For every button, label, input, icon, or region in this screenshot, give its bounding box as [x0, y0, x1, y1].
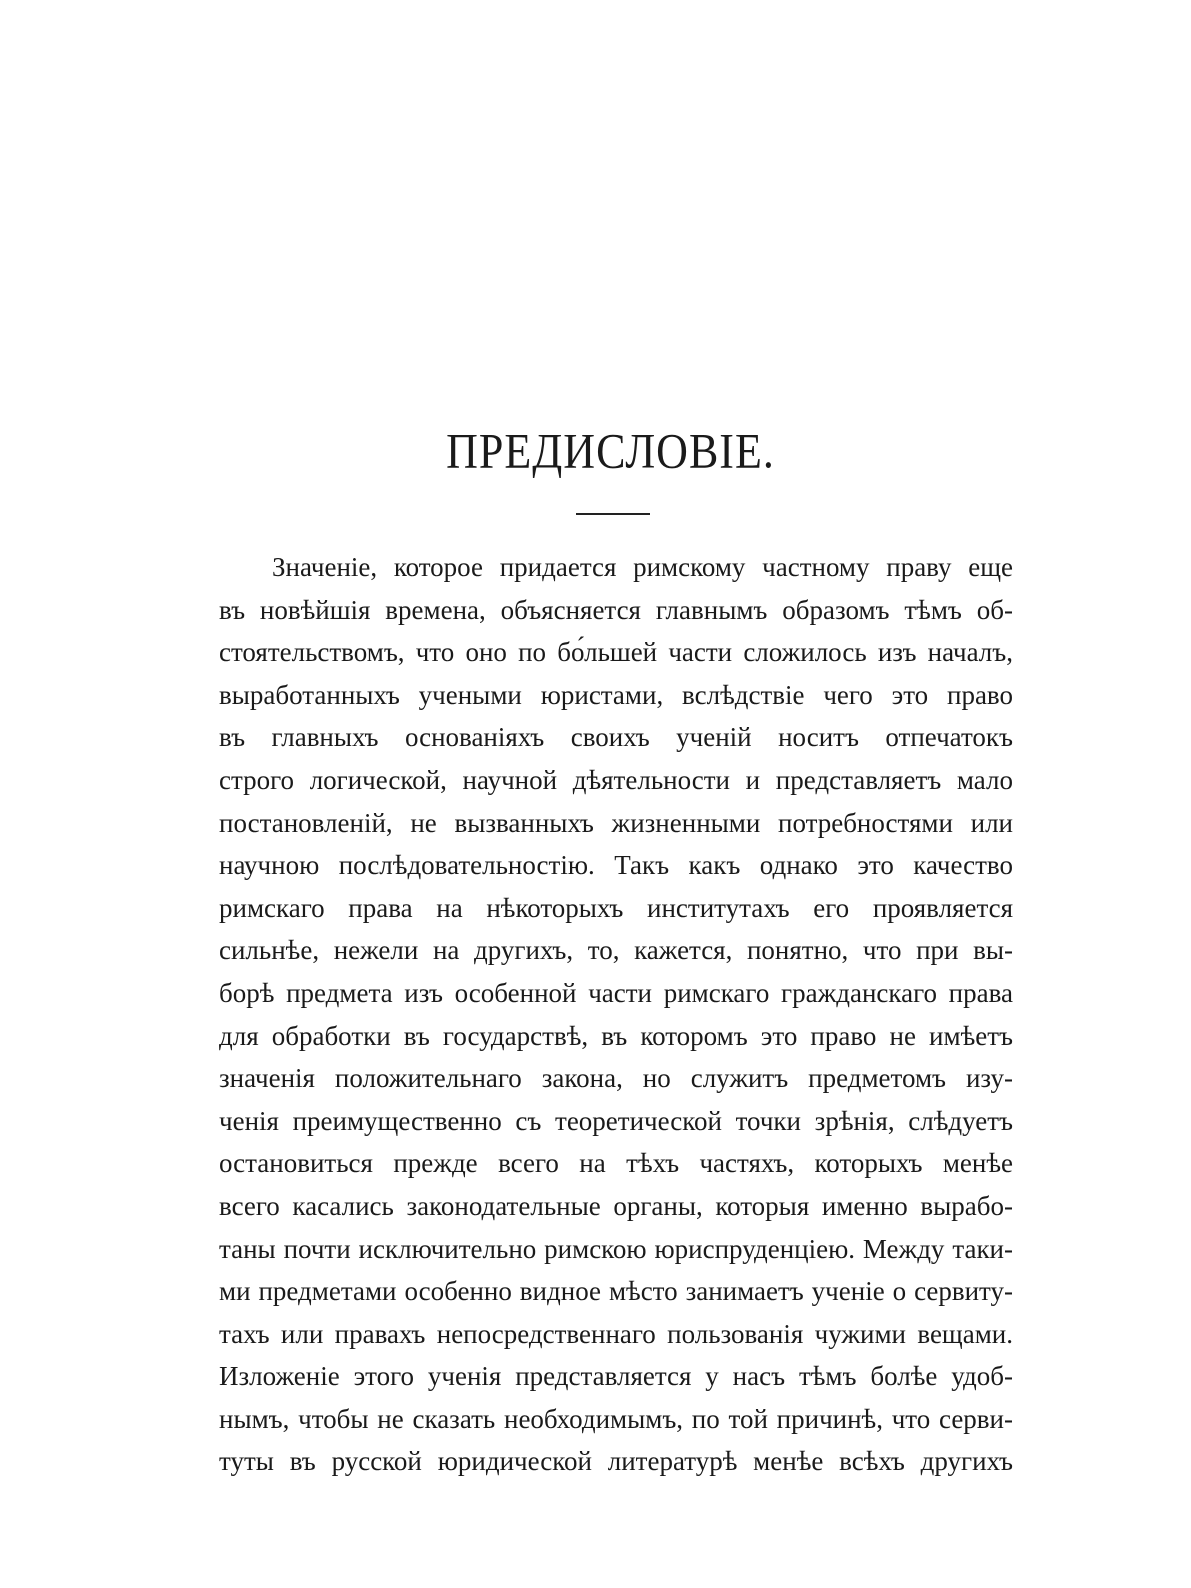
page-title: ПРЕДИСЛОВІЕ. [446, 424, 775, 479]
text-line: строго логической, научной дѣятельности и представляетъ мало [219, 764, 1013, 795]
text-line: Значеніе, которое придается римскому частному праву еще [272, 552, 1013, 582]
text-line: въ главныхъ основаніяхъ своихъ ученій носитъ отпечатокъ [219, 722, 1013, 753]
text-line: римскаго права на нѣкоторыхъ институтахъ его проявляется [219, 892, 1013, 923]
text-line: остановиться прежде всего на тѣхъ частяхъ, которыхъ менѣе [219, 1148, 1013, 1179]
text-line: научною послѣдовательностію. Такъ какъ однако это качество [219, 850, 1013, 881]
text-line: таны почти исключительно римскою юриспруденціею. Между таки- [219, 1233, 1013, 1264]
text-line: ми предметами особенно видное мѣсто занимаетъ ученіе о сервиту- [219, 1276, 1013, 1307]
text-line: всего касались законодательные органы, которыя именно вырабо- [219, 1190, 1013, 1221]
text-line: стоятельствомъ, что оно по бо́льшей части сложилось изъ началъ, [219, 637, 1013, 668]
title-divider [576, 513, 650, 515]
text-line: ченія преимущественно съ теоретической точки зрѣнія, слѣдуетъ [219, 1105, 1013, 1136]
body-paragraph [219, 546, 1013, 1483]
text-line: нымъ, чтобы не сказать необходимымъ, по той причинѣ, что серви- [219, 1403, 1013, 1434]
text-line: въ новѣйшія времена, объясняется главнымъ образомъ тѣмъ об- [219, 594, 1013, 625]
text-line: борѣ предмета изъ особенной части римскаго гражданскаго права [219, 977, 1013, 1008]
text-line: сильнѣе, нежели на другихъ, то, кажется, понятно, что при вы- [219, 935, 1013, 966]
text-line: постановленій, не вызванныхъ жизненными потребностями или [219, 807, 1013, 838]
text-line: туты въ русской юридической литературѣ менѣе всѣхъ другихъ [219, 1446, 1013, 1477]
text-line: для обработки въ государствѣ, въ которомъ это право не имѣетъ [219, 1020, 1013, 1051]
text-line: Изложеніе этого ученія представляется у насъ тѣмъ болѣе удоб- [219, 1361, 1013, 1392]
text-line: значенія положительнаго закона, но служитъ предметомъ изу- [219, 1063, 1013, 1094]
text-line: тахъ или правахъ непосредственнаго пользованія чужими вещами. [219, 1318, 1013, 1349]
text-line: выработанныхъ учеными юристами, вслѣдствіе чего это право [219, 679, 1013, 710]
